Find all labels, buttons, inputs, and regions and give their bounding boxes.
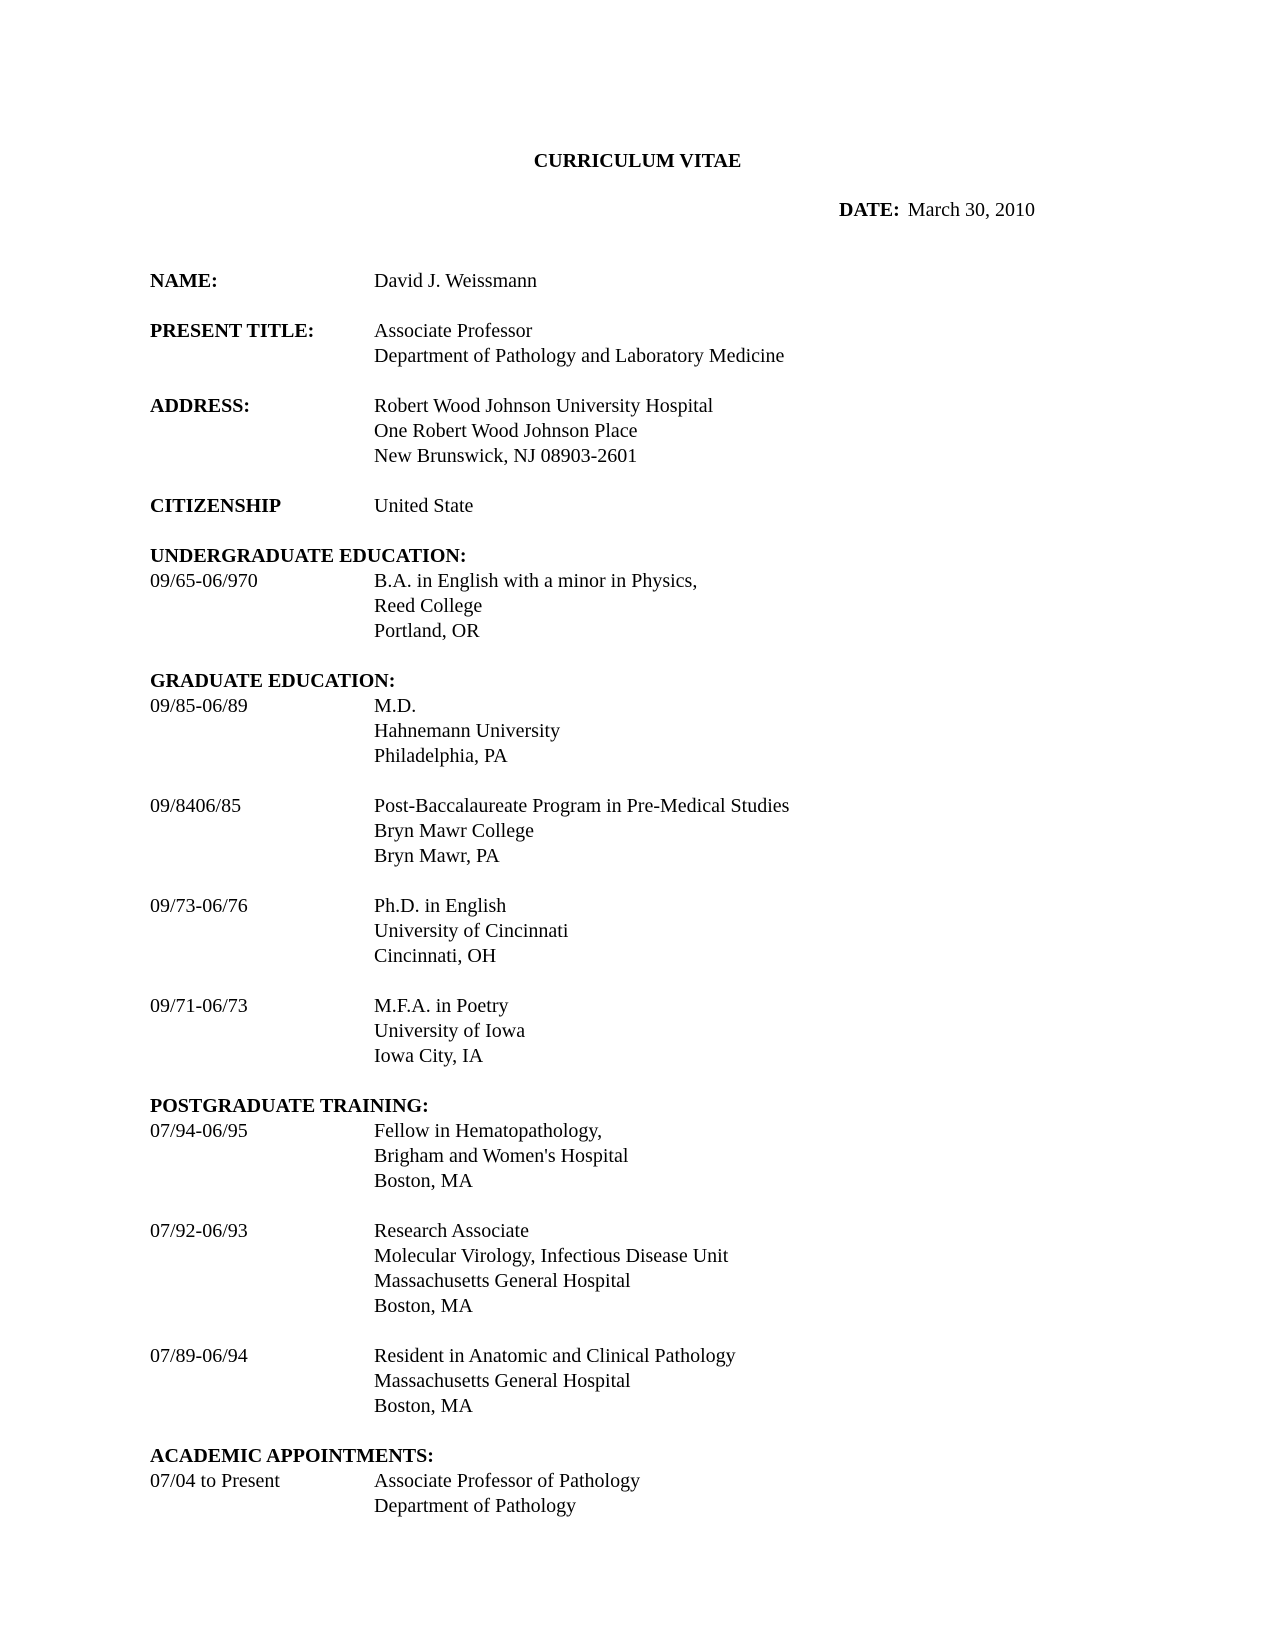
entry-line: Hahnemann University [374, 720, 561, 742]
academic-appointments-section [150, 1444, 1110, 1519]
citizenship-label: CITIZENSHIP [150, 495, 282, 517]
citizenship-value [374, 494, 1110, 519]
name-field [150, 269, 1110, 294]
name-value [374, 269, 1110, 294]
entry-date: 07/89-06/94 [150, 1345, 248, 1367]
entry-line: M.F.A. in Poetry [374, 995, 509, 1017]
section-heading: UNDERGRADUATE EDUCATION: [150, 545, 467, 567]
entry-line: Department of Pathology [374, 1495, 577, 1517]
entry-line: University of Cincinnati [374, 920, 569, 942]
present-title-value [374, 319, 1110, 369]
date-line [839, 199, 1035, 222]
entry-date: 09/65-06/970 [150, 570, 258, 592]
entry-details [374, 1469, 1110, 1519]
entry-line: Boston, MA [374, 1395, 473, 1417]
education-entry [150, 569, 1110, 644]
entry-details [374, 569, 1110, 644]
entry-line: Brigham and Women's Hospital [374, 1145, 629, 1167]
education-entry [150, 994, 1110, 1069]
citizenship-line: United State [374, 495, 474, 517]
present-title-label: PRESENT TITLE: [150, 320, 315, 342]
entry-date: 09/8406/85 [150, 795, 242, 817]
entry-line: B.A. in English with a minor in Physics, [374, 570, 698, 592]
entry-line: Fellow in Hematopathology, [374, 1120, 603, 1142]
entry-line: Boston, MA [374, 1295, 473, 1317]
section-heading: ACADEMIC APPOINTMENTS: [150, 1445, 434, 1467]
entry-date: 07/92-06/93 [150, 1220, 248, 1242]
entry-line: Boston, MA [374, 1170, 473, 1192]
graduate-education-section [150, 669, 1110, 1069]
entry-line: Associate Professor of Pathology [374, 1470, 641, 1492]
present-title-line: Department of Pathology and Laboratory Medicine [374, 345, 785, 367]
entry-line: Resident in Anatomic and Clinical Pathology [374, 1345, 736, 1367]
undergraduate-education-section [150, 544, 1110, 644]
entry-line: Cincinnati, OH [374, 945, 497, 967]
address-line: New Brunswick, NJ 08903-2601 [374, 445, 638, 467]
training-entry [150, 1119, 1110, 1194]
document-title: CURRICULUM VITAE [533, 150, 742, 172]
entry-line: Iowa City, IA [374, 1045, 484, 1067]
education-entry [150, 794, 1110, 869]
postgraduate-training-section [150, 1094, 1110, 1419]
entry-line: Portland, OR [374, 620, 480, 642]
address-line: Robert Wood Johnson University Hospital [374, 395, 714, 417]
address-label: ADDRESS: [150, 395, 251, 417]
entry-line: Research Associate [374, 1220, 529, 1242]
entry-date: 09/73-06/76 [150, 895, 248, 917]
entry-details [374, 1344, 1110, 1419]
section-heading: POSTGRADUATE TRAINING: [150, 1095, 429, 1117]
entry-details [374, 694, 1110, 769]
date-value: March 30, 2010 [907, 199, 1035, 221]
section-heading: GRADUATE EDUCATION: [150, 670, 396, 692]
present-title-line: Associate Professor [374, 320, 533, 342]
entry-line: Ph.D. in English [374, 895, 507, 917]
entry-details [374, 894, 1110, 969]
education-entry [150, 894, 1110, 969]
entry-line: Philadelphia, PA [374, 745, 508, 767]
entry-date: 07/04 to Present [150, 1470, 280, 1492]
entry-line: Reed College [374, 595, 483, 617]
citizenship-field [150, 494, 1110, 519]
entry-date: 07/94-06/95 [150, 1120, 248, 1142]
present-title-field [150, 319, 1110, 369]
entry-line: Molecular Virology, Infectious Disease Unit [374, 1245, 729, 1267]
address-value [374, 394, 1110, 469]
name-label: NAME: [150, 270, 218, 292]
entry-line: University of Iowa [374, 1020, 526, 1042]
date-label: DATE: [839, 199, 900, 221]
appointment-entry [150, 1469, 1110, 1519]
entry-line: Bryn Mawr College [374, 820, 534, 842]
entry-details [374, 994, 1110, 1069]
entry-details [374, 1119, 1110, 1194]
entry-line: Massachusetts General Hospital [374, 1370, 631, 1392]
training-entry [150, 1344, 1110, 1419]
entry-line: M.D. [374, 695, 417, 717]
entry-line: Bryn Mawr, PA [374, 845, 500, 867]
address-line: One Robert Wood Johnson Place [374, 420, 638, 442]
entry-details [374, 794, 1110, 869]
education-entry [150, 694, 1110, 769]
entry-date: 09/71-06/73 [150, 995, 248, 1017]
entry-date: 09/85-06/89 [150, 695, 248, 717]
entry-line: Massachusetts General Hospital [374, 1270, 631, 1292]
name-line: David J. Weissmann [374, 270, 538, 292]
cv-content [150, 269, 1110, 1544]
entry-details [374, 1219, 1110, 1319]
training-entry [150, 1219, 1110, 1319]
entry-line: Post-Baccalaureate Program in Pre-Medical Studies [374, 795, 790, 817]
address-field [150, 394, 1110, 469]
